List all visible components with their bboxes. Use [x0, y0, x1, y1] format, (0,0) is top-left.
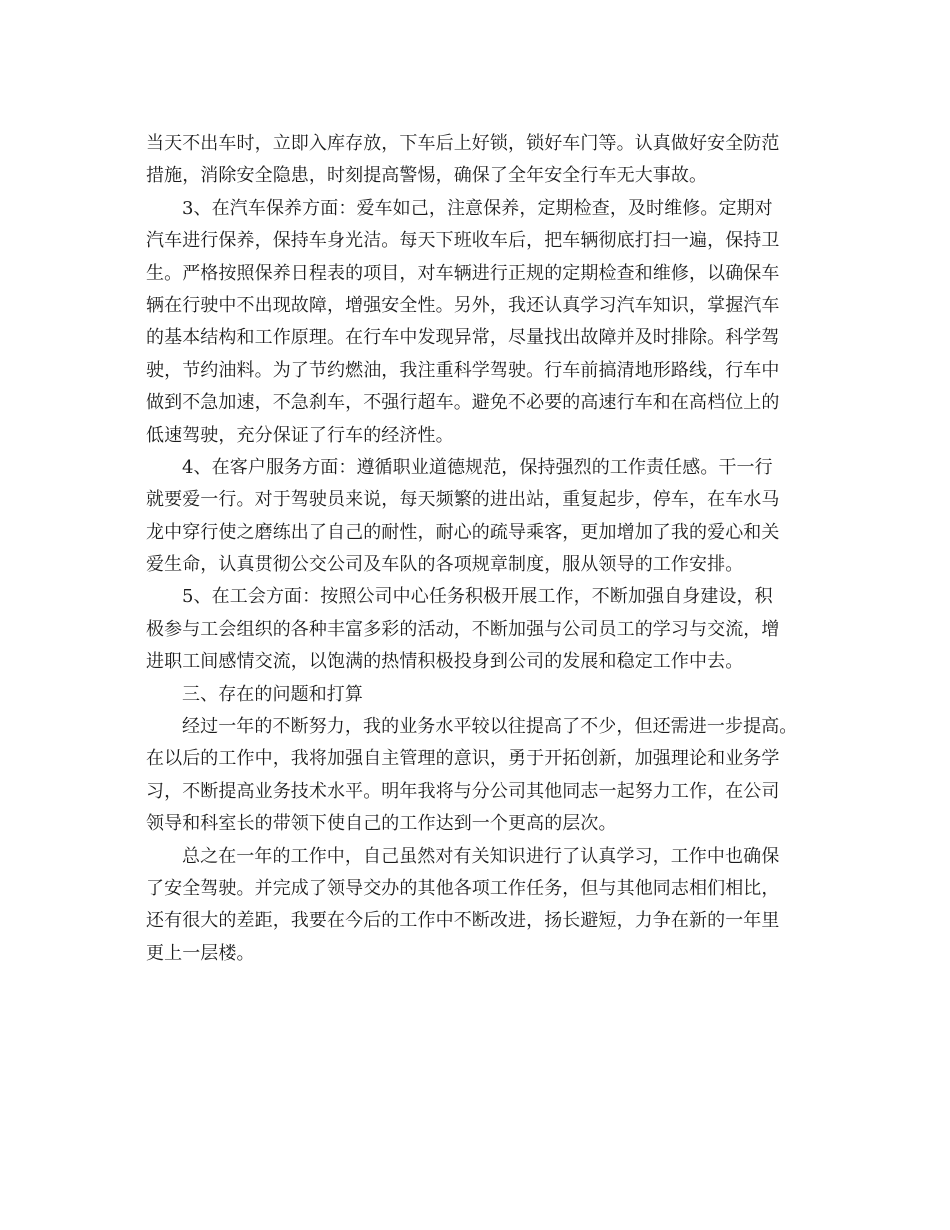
- text-line: 低速驾驶，充分保证了行车的经济性。: [146, 424, 454, 446]
- text-line: 龙中穿行使之磨练出了自己的耐性，耐心的疏导乘客，更加增加了我的爱心和关: [146, 521, 780, 543]
- text-line: 驶，节约油料。为了节约燃油，我注重科学驾驶。行车前搞清地形路线，行车中: [146, 359, 780, 381]
- text-line: 辆在行驶中不出现故障，增强安全性。另外，我还认真学习汽车知识，掌握汽车: [146, 294, 780, 316]
- text-line: 在以后的工作中，我将加强自主管理的意识，勇于开拓创新，加强理论和业务学: [146, 748, 780, 770]
- text-line: 进职工间感情交流，以饱满的热情积极投身到公司的发展和稳定工作中去。: [146, 651, 744, 673]
- text-line: 的基本结构和工作原理。在行车中发现异常，尽量找出故障并及时排除。科学驾: [146, 327, 780, 349]
- text-line: 做到不急加速，不急刹车，不强行超车。避免不必要的高速行车和在高档位上的: [146, 392, 780, 414]
- text-line: 总之在一年的工作中，自己虽然对有关知识进行了认真学习，工作中也确保: [182, 845, 780, 867]
- text-line: 领导和科室长的带领下使自己的工作达到一个更高的层次。: [146, 813, 617, 835]
- text-line: 经过一年的不断努力，我的业务水平较以往提高了不少，但还需进一步提高。: [182, 716, 798, 738]
- text-line: 措施，消除安全隐患，时刻提高警惕，确保了全年安全行车无大事故。: [146, 165, 708, 187]
- text-line: 了安全驾驶。并完成了领导交办的其他各项工作任务，但与其他同志相们相比，: [146, 877, 780, 899]
- text-line: 习，不断提高业务技术水平。明年我将与分公司其他同志一起努力工作，在公司: [146, 780, 780, 802]
- text-line: 极参与工会组织的各种丰富多彩的活动，不断加强与公司员工的学习与交流，增: [146, 618, 780, 640]
- text-line: 5、在工会方面：按照公司中心任务积极开展工作，不断加强自身建设，积: [182, 586, 773, 608]
- text-line: 三、存在的问题和打算: [182, 683, 363, 705]
- text-line: 4、在客户服务方面：遵循职业道德规范，保持强烈的工作责任感。干一行: [182, 456, 773, 478]
- text-line: 爱生命，认真贯彻公交公司及车队的各项规章制度，服从领导的工作安排。: [146, 554, 744, 576]
- text-line: 当天不出车时，立即入库存放，下车后上好锁，锁好车门等。认真做好安全防范: [146, 133, 780, 154]
- text-line: 更上一层楼。: [146, 942, 255, 964]
- text-line: 3、在汽车保养方面：爱车如己，注意保养，定期检查，及时维修。定期对: [182, 197, 773, 219]
- text-line: 还有很大的差距，我要在今后的工作中不断改进，扬长避短，力争在新的一年里: [146, 910, 780, 932]
- text-line: 生。严格按照保养日程表的项目，对车辆进行正规的定期检查和维修，以确保车: [146, 262, 780, 284]
- text-line: 就要爱一行。对于驾驶员来说，每天频繁的进出站，重复起步，停车，在车水马: [146, 489, 780, 511]
- text-line: 汽车进行保养，保持车身光洁。每天下班收车后，把车辆彻底打扫一遍，保持卫: [146, 230, 780, 252]
- document-body: [146, 128, 810, 970]
